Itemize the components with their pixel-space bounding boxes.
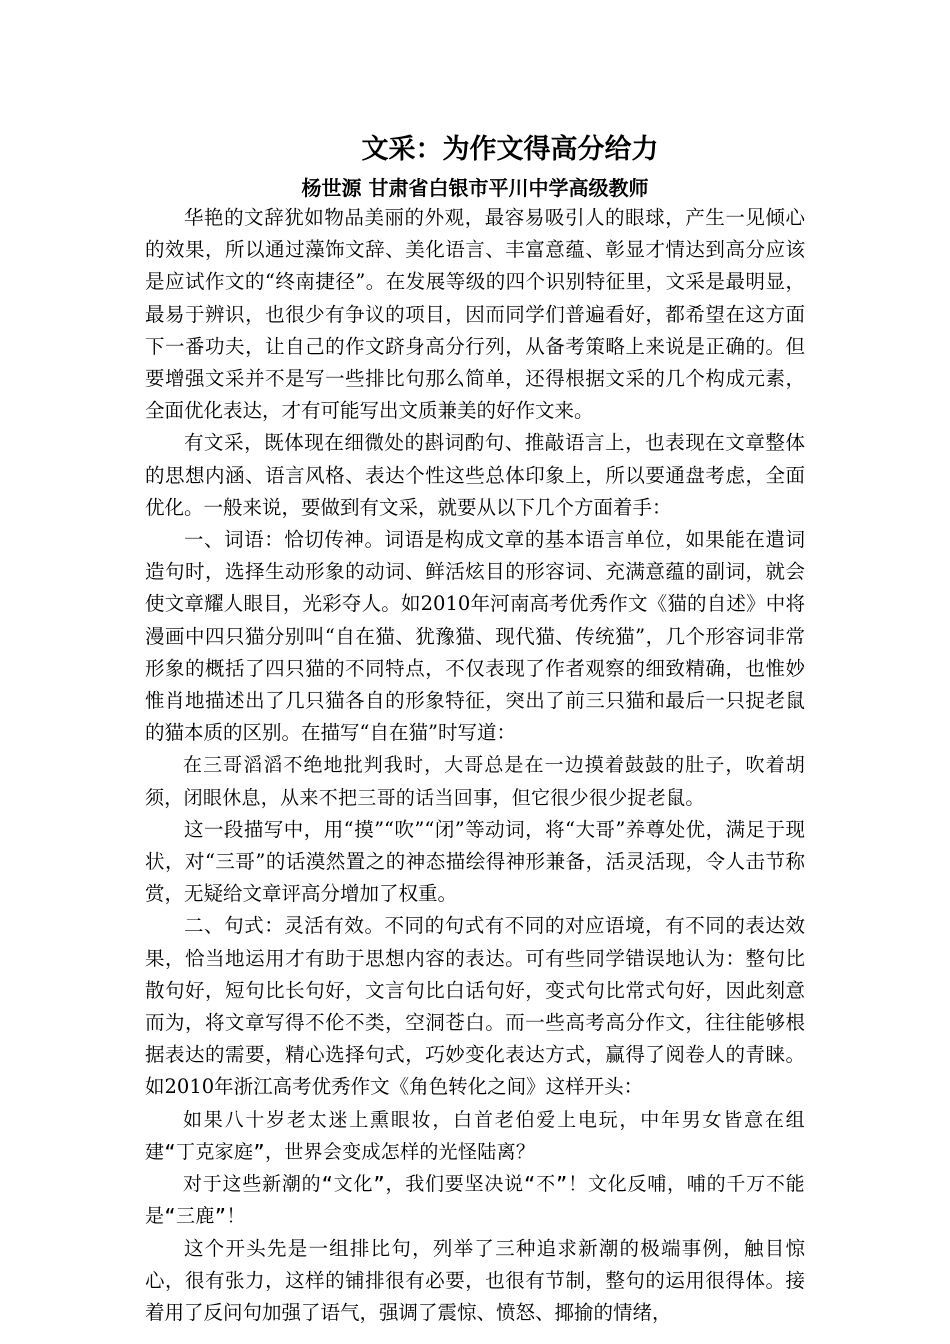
article-author: 杨世源 甘肃省白银市平川中学高级教师 <box>301 176 649 200</box>
body-paragraph: 这一段描写中，用“摸”“吹”“闭”等动词，将“大哥”养尊处优，满足于现状，对“三哥”的话漠然置之的神态描绘得神形兼备，活灵活现，令人击节称赏，无疑给文章评高分增加了权重。 <box>145 817 805 906</box>
quoted-excerpt: 对于这些新潮的“文化”，我们要坚决说“不”！文化反哺，哺的千万不能是“三鹿”！ <box>145 1173 805 1228</box>
body-paragraph: 二、句式：灵活有效。不同的句式有不同的对应语境，有不同的表达效果，恰当地运用才有助于思想内容的表达。可有些同学错误地认为：整句比散句好，短句比长句好，文言句比白话句好，变式句比常式句好，因此刻意而为，将文章写得不伦不类，空洞苍白。而一些高考高分作文，往往能够根据表达的需要，精心选择句式，巧妙变化表达方式，赢得了阅卷人的青睐。如2010年浙江高考优秀作文《角色转化之间》这样开头： <box>145 914 805 1099</box>
article-title: 文采：为作文得高分给力 <box>361 134 659 165</box>
body-paragraph: 这个开头先是一组排比句，列举了三种追求新潮的极端事例，触目惊心，很有张力，这样的铺排很有必要，也很有节制，整句的运用很得体。接着用了反问句加强了语气，强调了震惊、愤怒、揶揄的情绪， <box>145 1236 805 1324</box>
quoted-excerpt: 在三哥滔滔不绝地批判我时，大哥总是在一边摸着鼓鼓的肚子，吹着胡须，闭眼休息，从来不把三哥的话当回事，但它很少很少捉老鼠。 <box>145 754 805 809</box>
article-body <box>145 202 805 1329</box>
body-paragraph: 一、词语：恰切传神。词语是构成文章的基本语言单位，如果能在遣词造句时，选择生动形象的动词、鲜活炫目的形容词、充满意蕴的副词，就会使文章耀人眼目，光彩夺人。如2010年河南高考优秀作文《猫的自述》中将漫画中四只猫分别叫“自在猫、犹豫猫、现代猫、传统猫”，几个形容词非常形象的概括了四只猫的不同特点，不仅表现了作者观察的细致精确，也惟妙惟肖地描述出了几只猫各自的形象特征，突出了前三只猫和最后一只捉老鼠的猫本质的区别。在描写“自在猫”时写道： <box>145 528 805 745</box>
body-paragraph: 有文采，既体现在细微处的斟词酌句、推敲语言上，也表现在文章整体的思想内涵、语言风格、表达个性这些总体印象上，所以要通盘考虑，全面优化。一般来说，要做到有文采，就要从以下几个方面着手： <box>145 431 805 519</box>
body-paragraph: 华艳的文辞犹如物品美丽的外观，最容易吸引人的眼球，产生一见倾心的效果，所以通过藻饰文辞、美化语言、丰富意蕴、彰显才情达到高分应该是应试作文的“终南捷径”。在发展等级的四个识别特征里，文采是最明显，最易于辨识，也很少有争议的项目，因而同学们普遍看好，都希望在这方面下一番功夫，让自己的作文跻身高分行列，从备考策略上来说是正确的。但要增强文采并不是写一些排比句那么简单，还得根据文采的几个构成元素，全面优化表达，才有可能写出文质兼美的好作文来。 <box>145 206 805 423</box>
quoted-excerpt: 如果八十岁老太迷上熏眼妆，白首老伯爱上电玩，中年男女皆意在组建“丁克家庭”，世界会变成怎样的光怪陆离？ <box>145 1108 805 1163</box>
